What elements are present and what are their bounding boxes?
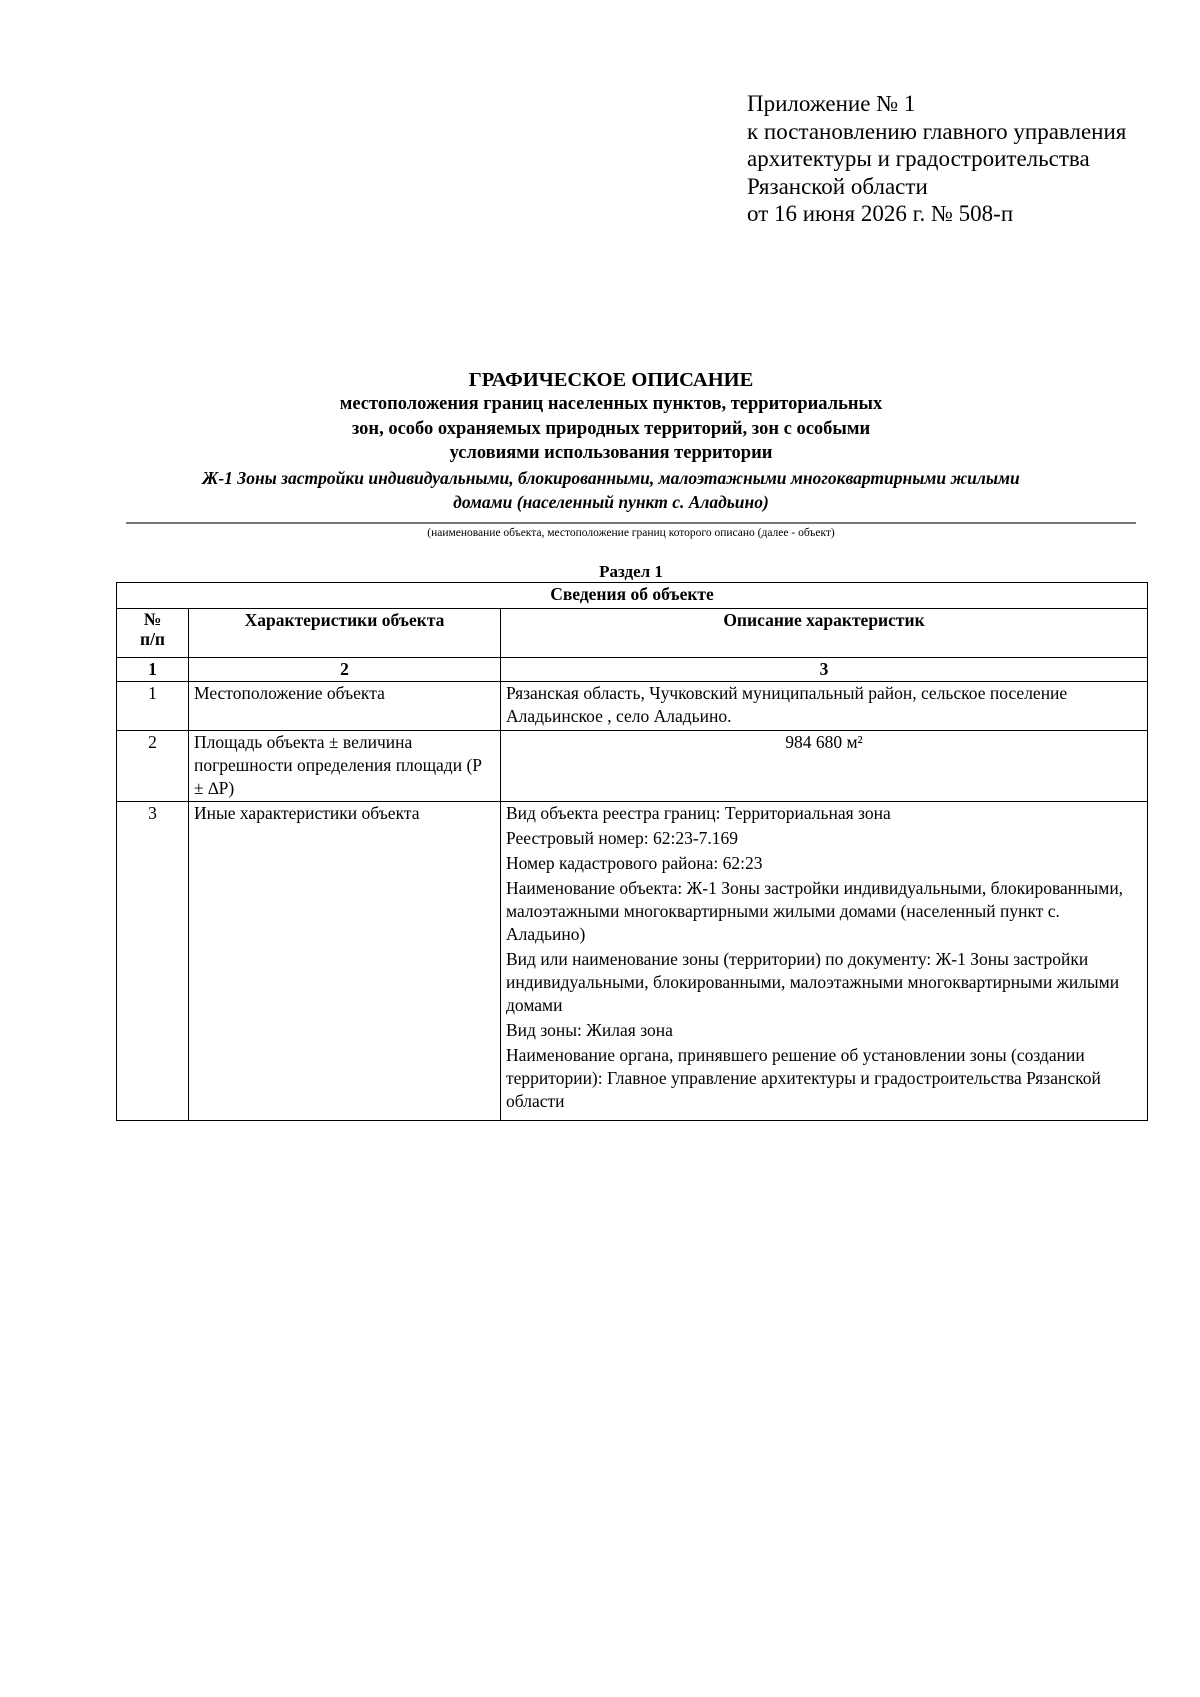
- description-line: Вид объекта реестра границ: Территориальная зона: [506, 803, 891, 823]
- table-header-row: [117, 609, 1148, 658]
- table-row: [117, 731, 1148, 802]
- appendix-line: от 16 июня 2026 г. № 508-п: [747, 201, 1014, 226]
- column-header-characteristic: Характеристики объекта: [189, 609, 501, 658]
- object-name-caption: (наименование объекта, местоположение границ которого описано (далее - объект): [427, 527, 835, 539]
- description-line: Наименование органа, принявшего решение об установлении зоны (создании территории): Главное управление архитектуры и градостроительства Рязанской области: [506, 1045, 1101, 1111]
- description-line: Вид зоны: Жилая зона: [506, 1020, 673, 1040]
- appendix-line: Рязанской области: [747, 173, 928, 199]
- document-title: ГРАФИЧЕСКОЕ ОПИСАНИЕ: [468, 369, 754, 391]
- description-line: Вид или наименование зоны (территории) по документу: Ж-1 Зоны застройки индивидуальными, блокированными, малоэтажными многоквартирными жилыми домами: [506, 949, 1120, 1015]
- appendix-block: [747, 90, 1126, 228]
- appendix-line: архитектуры и градостроительства: [747, 146, 1090, 171]
- column-header-description: Описание характеристик: [501, 609, 1148, 658]
- column-header-number: № п/п: [117, 609, 189, 658]
- section-title: Раздел 1: [599, 562, 663, 581]
- document-title-block: [116, 368, 1106, 514]
- document-subtitle-line: условиями использования территории: [449, 443, 773, 463]
- row-number: 3: [117, 802, 189, 1121]
- table-row: [117, 682, 1148, 731]
- document-subtitle-line: зон, особо охраняемых природных территорий, зон с особыми: [351, 418, 871, 439]
- description-line: Рязанская область, Чучковский муниципальный район, сельское поселение Аладьинское , село Аладьино.: [506, 683, 1068, 726]
- row-number: 1: [117, 682, 189, 731]
- object-name-line: Ж-1 Зоны застройки индивидуальными, блокированными, малоэтажными многоквартирными жилыми: [202, 467, 1020, 488]
- column-index-row: [117, 658, 1148, 682]
- object-name-line: домами (населенный пункт с. Аладьино): [453, 491, 769, 512]
- description-line: Реестровый номер: 62:23-7.169: [506, 828, 739, 848]
- appendix-line: к постановлению главного управления: [747, 118, 1127, 144]
- object-info-table: [116, 582, 1148, 1121]
- column-index: 3: [501, 658, 1148, 682]
- column-index: 1: [117, 658, 189, 682]
- description-line: Наименование объекта: Ж-1 Зоны застройки индивидуальными, блокированными, малоэтажными многоквартирными жилыми домами (населенный пункт с. Аладьино): [506, 878, 1124, 944]
- object-name-underline: [126, 522, 1136, 524]
- document-subtitle-line: местоположения границ населенных пунктов, территориальных: [339, 394, 883, 414]
- table-caption: Сведения об объекте: [117, 583, 1148, 609]
- row-description: [501, 802, 1148, 1121]
- row-characteristic: Иные характеристики объекта: [189, 802, 501, 1121]
- row-characteristic: Площадь объекта ± величина погрешности определения площади (Р ± ∆Р): [189, 731, 501, 802]
- row-description: [501, 731, 1148, 802]
- description-line: Номер кадастрового района: 62:23: [506, 853, 763, 873]
- table-row: [117, 802, 1148, 1121]
- row-description: [501, 682, 1148, 731]
- area-value: 984 680 м²: [785, 732, 863, 752]
- row-characteristic: Местоположение объекта: [189, 682, 501, 731]
- column-index: 2: [189, 658, 501, 682]
- row-number: 2: [117, 731, 189, 802]
- appendix-line: Приложение № 1: [747, 91, 916, 116]
